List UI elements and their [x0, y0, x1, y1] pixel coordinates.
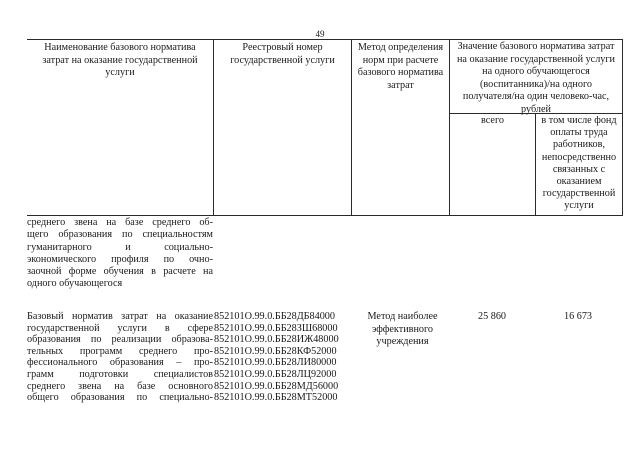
registry-code: 852101О.99.0.ББ28МТ52000 [214, 392, 338, 404]
header-text-line: рублей [521, 103, 551, 115]
header-text-line: непосредственно [541, 151, 617, 163]
body-text-line: среднего звена на базе основного [27, 380, 213, 392]
header-text-line: государственной услуги [230, 54, 335, 66]
header-value-column [450, 41, 622, 117]
header-text-line: работников, [553, 139, 605, 151]
header-text-line: государственной [542, 188, 616, 200]
table-top-border [27, 39, 623, 40]
body-text-line: тельных программ среднего про- [27, 345, 213, 357]
header-text-line: всего [481, 115, 504, 126]
total-value-cell: 25 860 [478, 311, 507, 322]
body-text-line: образования по реализации образова- [27, 334, 213, 346]
table-right-border [622, 39, 623, 216]
body-text-line: Метод наиболее [367, 311, 438, 322]
body-text-line: заочной форме обучения в расчете на [27, 266, 213, 278]
registry-code: 852101О.99.0.ББ28ЛИ80000 [214, 357, 337, 369]
method-cell [355, 311, 450, 349]
body-text-line: Базовый норматив затрат на оказание [27, 311, 213, 322]
header-text-line: базового норматива [357, 67, 444, 79]
header-text-line: связанных с [552, 163, 606, 175]
body-text-line: государственной услуги в сфере [27, 322, 213, 334]
body-text-line: общего образования по специально- [27, 392, 213, 404]
header-text-line: норм при расчете [362, 54, 439, 66]
fund-value-cell: 16 673 [564, 311, 593, 322]
body-text-line: среднего звена на базе среднего об- [27, 217, 213, 228]
header-text-line: услуги [564, 200, 594, 212]
registry-code: 852101О.99.0.ББ28МД56000 [214, 380, 339, 392]
body-text-line: фессионального образования – про- [27, 357, 213, 369]
header-text-line: оплаты труда [550, 127, 608, 139]
registry-codes-cell [214, 311, 339, 404]
header-text-line: получателя/на один человеко-час, [462, 91, 610, 103]
header-text-line: услуги [105, 67, 135, 79]
header-total-subcolumn [450, 115, 535, 128]
header-text-line: на оказание государственной услуги [456, 53, 616, 65]
body-text-line: учреждения [376, 336, 429, 348]
header-fund-subcolumn [536, 115, 622, 213]
header-text-line: Наименование базового норматива [44, 42, 196, 53]
body-text-line: экономического профиля по очно- [27, 253, 213, 265]
registry-code: 852101О.99.0.ББ28ИЖ48000 [214, 334, 339, 346]
continuation-text [27, 217, 213, 291]
header-text-line: Метод определения [357, 42, 444, 53]
table-bottom-border [27, 215, 623, 216]
body-text-line: щего образования по специальностям [27, 229, 213, 241]
registry-code: 852101О.99.0.ББ28ДБ84000 [214, 311, 335, 322]
body-text-line: одного обучающегося [27, 278, 123, 290]
header-text-line: затрат на оказание государственной [42, 54, 198, 66]
registry-code: 852101О.99.0.ББ28ЗШ68000 [214, 322, 338, 334]
service-name-cell [27, 311, 213, 404]
registry-code: 852101О.99.0.ББ28КФ52000 [214, 345, 337, 357]
header-text-line: оказанием [556, 176, 602, 188]
body-text-line: гуманитарного и социально- [27, 241, 213, 253]
header-text-line: затрат [387, 79, 414, 91]
header-registry-column [214, 42, 351, 67]
header-text-line: в том числе фонд [541, 115, 617, 126]
header-name-column [28, 42, 212, 80]
body-text-line: эффективного [371, 323, 434, 335]
page-number: 49 [315, 29, 325, 39]
header-method-column [352, 42, 449, 92]
header-text-line: на одного обучающегося [482, 66, 590, 78]
registry-code: 852101О.99.0.ББ28ЛЦ92000 [214, 368, 337, 380]
header-text-line: Реестровый номер [242, 42, 323, 53]
body-text-line: грамм подготовки специалистов [27, 368, 213, 380]
header-text-line: Значение базового норматива затрат [457, 41, 615, 52]
header-text-line: (воспитанника)/на одного [480, 78, 592, 90]
